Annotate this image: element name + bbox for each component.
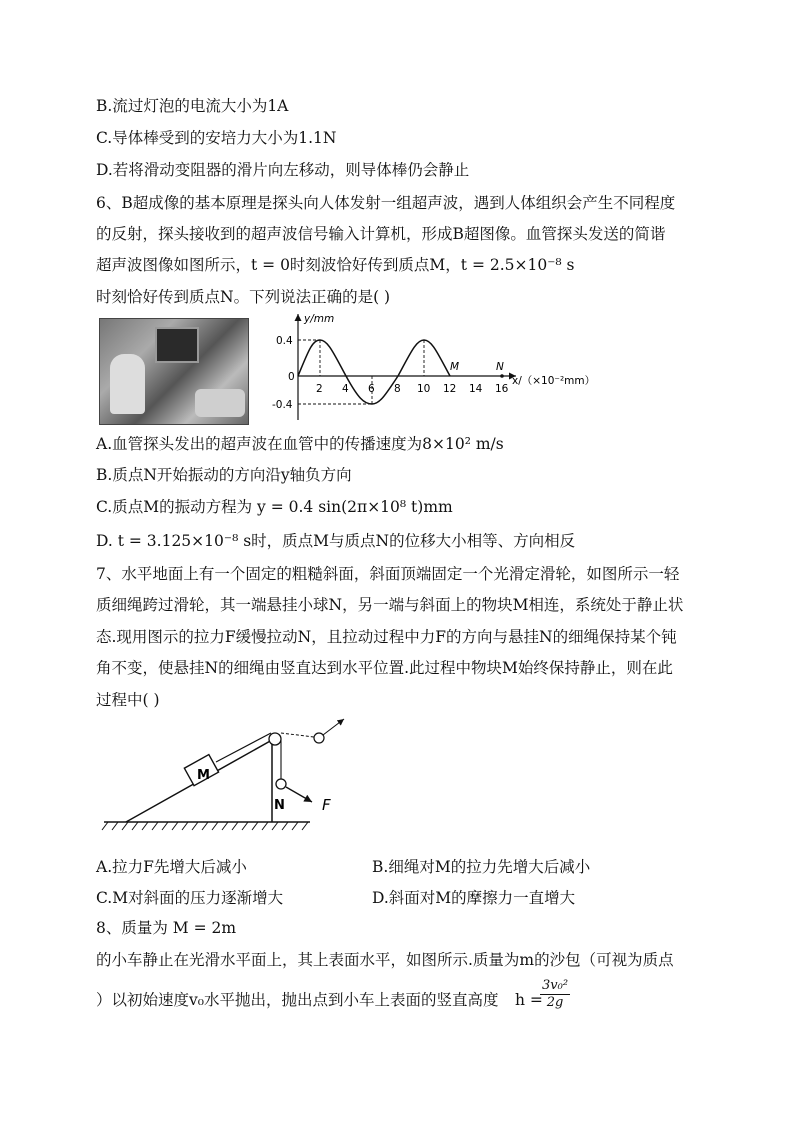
q7-stem-line-2: 质细绳跨过滑轮，其一端悬挂小球N，另一端与斜面上的物块M相连，系统处于静止状: [96, 596, 684, 614]
q7-option-c: C.M对斜面的压力逐渐增大: [96, 889, 284, 907]
q8-h-equals: h =: [515, 991, 543, 1009]
x-tick-6: 6: [368, 383, 375, 395]
q5-option-c: C.导体棒受到的安培力大小为1.1N: [96, 129, 337, 147]
q8-height-fraction: [540, 978, 570, 1011]
q8-stem-line-3: ）以初始速度v₀水平抛出，抛出点到小车上表面的竖直高度: [96, 991, 499, 1009]
q7-stem-line-4: 角不变，使悬挂N的细绳由竖直达到水平位置.此过程中物块M始终保持静止，则在此: [96, 659, 673, 677]
x-tick-labels: [316, 383, 509, 395]
q6-option-c: C.质点M的振动方程为 y = 0.4 sin(2π×10⁸ t)mm: [96, 498, 453, 516]
x-tick-10: 10: [417, 383, 431, 395]
q7-stem-line-5: 过程中( ): [96, 691, 160, 709]
x-tick-8: 8: [394, 383, 401, 395]
incline-figure: [100, 712, 360, 844]
point-n-dot: [500, 374, 504, 378]
graph-origin: 0: [288, 371, 295, 383]
ultrasound-photo: [99, 318, 249, 425]
q7-option-d: D.斜面对M的摩擦力一直增大: [372, 889, 576, 907]
ground-hatch: [102, 822, 308, 830]
q6-option-a: A.血管探头发出的超声波在血管中的传播速度为8×10² m/s: [96, 435, 504, 453]
wave-graph: [268, 308, 608, 424]
graph-ylabel: y/mm: [304, 313, 335, 325]
q6-stem-line-2: 的反射，探头接收到的超声波信号输入计算机，形成B超图像。血管探头发送的简谐: [96, 225, 666, 243]
q8-stem-line-2: 的小车静止在光滑水平面上，其上表面水平，如图所示.质量为m的沙包（可视为质点: [96, 951, 674, 969]
q6-stem-line-3: 超声波图像如图所示，t = 0时刻波恰好传到质点M，t = 2.5×10⁻⁸ s: [96, 256, 575, 274]
ball-n: [276, 779, 286, 789]
x-tick-14: 14: [469, 383, 483, 395]
q6-option-d: D. t = 3.125×10⁻⁸ s时，质点M与质点N的位移大小相等、方向相反: [96, 532, 576, 550]
patient-shape: [195, 389, 245, 417]
graph-xlabel: x/（×10⁻²mm）: [512, 375, 596, 387]
q7-option-b: B.细绳对M的拉力先增大后减小: [372, 858, 591, 876]
q7-stem-line-1: 7、水平地面上有一个固定的粗糙斜面，斜面顶端固定一个光滑定滑轮，如图所示一轻: [96, 565, 680, 583]
x-tick-4: 4: [342, 383, 349, 395]
q6-option-b: B.质点N开始振动的方向沿y轴负方向: [96, 466, 352, 484]
q6-stem-line-4: 时刻恰好传到质点N。下列说法正确的是( ): [96, 288, 391, 306]
x-tick-2: 2: [316, 383, 323, 395]
x-tick-16: 16: [495, 383, 509, 395]
ball-n-label: N: [274, 798, 285, 813]
q5-option-d: D.若将滑动变阻器的滑片向左移动，则导体棒仍会静止: [96, 161, 470, 179]
q6-stem-line-1: 6、B超成像的基本原理是探头向人体发射一组超声波，遇到人体组织会产生不同程度: [96, 194, 676, 212]
x-tick-12: 12: [443, 383, 457, 395]
q5-option-b: B.流过灯泡的电流大小为1A: [96, 97, 289, 115]
point-n-label: N: [496, 361, 504, 373]
fraction-numerator: 3v₀²: [542, 978, 569, 993]
point-m-label: M: [450, 361, 460, 373]
force-f-label: F: [322, 796, 331, 814]
doctor-shape: [110, 354, 145, 414]
q7-option-a: A.拉力F先增大后减小: [96, 858, 247, 876]
graph-y-pos: 0.4: [276, 335, 293, 347]
pulley: [269, 733, 281, 745]
q8-stem-line-1: 8、质量为 M = 2m: [96, 919, 237, 937]
fraction-denominator: 2g: [546, 995, 564, 1010]
ball-n-final: [314, 733, 324, 743]
q7-stem-line-3: 态.现用图示的拉力F缓慢拉动N，且拉动过程中力F的方向与悬挂N的细绳保持某个钝: [96, 628, 677, 646]
graph-y-neg: -0.4: [272, 399, 293, 411]
monitor-shape: [155, 327, 199, 363]
block-m-label: M: [197, 768, 210, 783]
